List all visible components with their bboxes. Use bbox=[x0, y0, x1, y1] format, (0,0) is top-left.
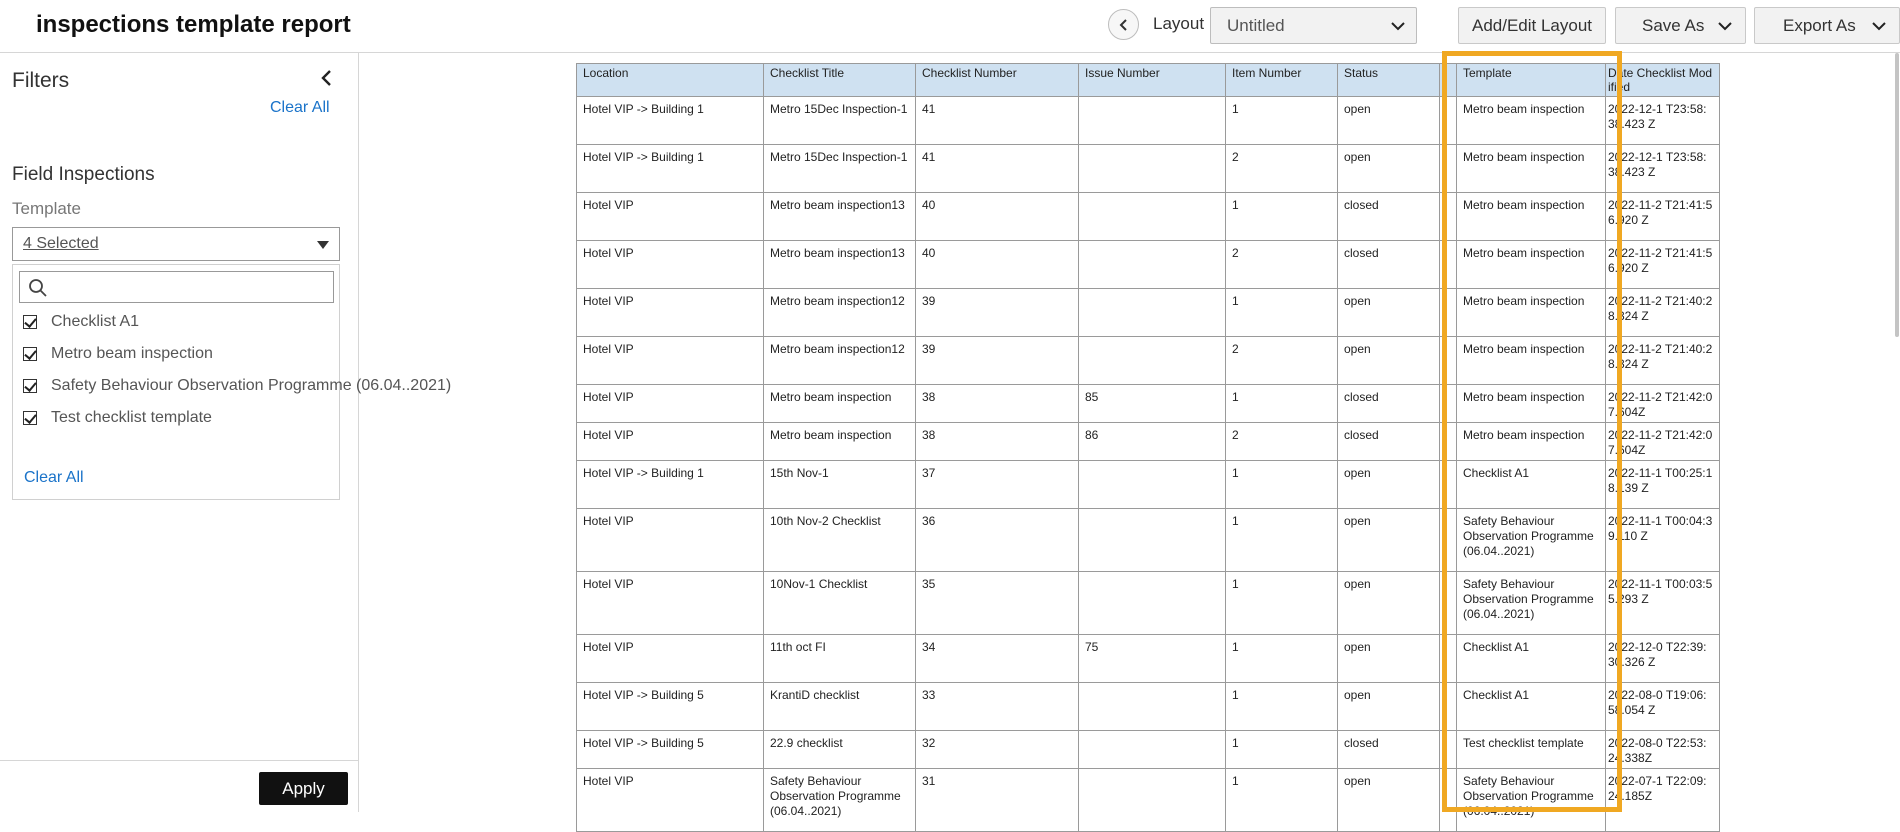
cell-date-modified: 2022-12-0 T22:39:30.326 Z bbox=[1606, 635, 1720, 683]
cell-location: Hotel VIP bbox=[577, 572, 764, 635]
cell-checklist-number: 39 bbox=[916, 289, 1079, 337]
cell-location: Hotel VIP bbox=[577, 193, 764, 241]
cell-issue-number bbox=[1079, 193, 1226, 241]
template-option[interactable] bbox=[23, 374, 452, 398]
cell-status: closed bbox=[1338, 241, 1440, 289]
cell-template: Safety Behaviour Observation Programme (06.04..2021) bbox=[1457, 572, 1606, 635]
cell-issue-number: 75 bbox=[1079, 635, 1226, 683]
cell-status: open bbox=[1338, 289, 1440, 337]
cell-checklist-number: 41 bbox=[916, 97, 1079, 145]
cell-checklist-number: 34 bbox=[916, 635, 1079, 683]
table-body bbox=[577, 97, 1720, 832]
template-option-label: Metro beam inspection bbox=[51, 345, 213, 362]
filters-sidebar bbox=[0, 53, 452, 812]
cell-checklist-title: Metro 15Dec Inspection-1 bbox=[764, 97, 916, 145]
cell-checklist-number: 35 bbox=[916, 572, 1079, 635]
column-header-date-modified[interactable]: Date Checklist Modified bbox=[1606, 64, 1720, 97]
cell-date-modified: 2022-11-2 T21:41:56.920 Z bbox=[1606, 193, 1720, 241]
template-option-label: Checklist A1 bbox=[51, 313, 140, 330]
cell-checklist-number: 33 bbox=[916, 683, 1079, 731]
clear-all-link[interactable]: Clear All bbox=[270, 99, 330, 116]
cell-checklist-title: 10Nov-1 Checklist bbox=[764, 572, 916, 635]
cell-status: closed bbox=[1338, 731, 1440, 769]
cell-status: closed bbox=[1338, 385, 1440, 423]
table-row[interactable] bbox=[577, 461, 1720, 509]
cell-date-modified: 2022-12-1 T23:58:38.423 Z bbox=[1606, 97, 1720, 145]
checkbox-checked-icon[interactable] bbox=[23, 315, 37, 329]
cell-spacer bbox=[1440, 337, 1457, 385]
table-row[interactable] bbox=[577, 145, 1720, 193]
column-header-issue-number[interactable]: Issue Number bbox=[1079, 64, 1226, 97]
page-header bbox=[0, 0, 1900, 53]
report-main bbox=[360, 53, 1900, 818]
table-row[interactable] bbox=[577, 423, 1720, 461]
search-icon bbox=[28, 278, 48, 298]
cell-checklist-number: 32 bbox=[916, 731, 1079, 769]
cell-issue-number bbox=[1079, 337, 1226, 385]
cell-checklist-title: 11th oct FI bbox=[764, 635, 916, 683]
table-header-row bbox=[577, 64, 1720, 97]
cell-location: Hotel VIP -> Building 1 bbox=[577, 145, 764, 193]
cell-checklist-number: 40 bbox=[916, 241, 1079, 289]
template-search-input[interactable] bbox=[54, 276, 324, 298]
column-header-item-number[interactable]: Item Number bbox=[1226, 64, 1338, 97]
cell-checklist-title: Safety Behaviour Observation Programme (06.04..2021) bbox=[764, 769, 916, 832]
report-table bbox=[576, 63, 1720, 832]
table-row[interactable] bbox=[577, 97, 1720, 145]
table-row[interactable] bbox=[577, 337, 1720, 385]
cell-date-modified: 2022-07-1 T22:09:24.185Z bbox=[1606, 769, 1720, 832]
vertical-scrollbar[interactable] bbox=[1895, 53, 1899, 337]
cell-location: Hotel VIP bbox=[577, 769, 764, 832]
column-header-status[interactable]: Status bbox=[1338, 64, 1440, 97]
cell-checklist-title: Metro beam inspection12 bbox=[764, 337, 916, 385]
table-row[interactable] bbox=[577, 731, 1720, 769]
cell-issue-number bbox=[1079, 289, 1226, 337]
cell-item-number: 2 bbox=[1226, 145, 1338, 193]
table-row[interactable] bbox=[577, 289, 1720, 337]
cell-status: open bbox=[1338, 683, 1440, 731]
cell-spacer bbox=[1440, 289, 1457, 337]
chevron-down-icon bbox=[1717, 18, 1733, 34]
chevron-down-icon bbox=[1390, 18, 1406, 34]
table-row[interactable] bbox=[577, 241, 1720, 289]
cell-issue-number bbox=[1079, 145, 1226, 193]
cell-spacer bbox=[1440, 572, 1457, 635]
cell-spacer bbox=[1440, 97, 1457, 145]
template-dropdown-panel bbox=[12, 264, 452, 500]
cell-item-number: 2 bbox=[1226, 337, 1338, 385]
apply-button[interactable]: Apply bbox=[259, 772, 348, 805]
cell-item-number: 1 bbox=[1226, 97, 1338, 145]
filters-title: Filters bbox=[12, 69, 70, 92]
chevron-left-icon bbox=[1117, 18, 1131, 32]
cell-checklist-number: 41 bbox=[916, 145, 1079, 193]
clear-all-options-link[interactable]: Clear All bbox=[24, 469, 84, 486]
cell-spacer bbox=[1440, 461, 1457, 509]
cell-item-number: 1 bbox=[1226, 731, 1338, 769]
cell-item-number: 1 bbox=[1226, 572, 1338, 635]
cell-template: Metro beam inspection bbox=[1457, 193, 1606, 241]
layout-select[interactable] bbox=[1210, 7, 1417, 44]
cell-checklist-number: 40 bbox=[916, 193, 1079, 241]
cell-item-number: 2 bbox=[1226, 241, 1338, 289]
cell-checklist-number: 31 bbox=[916, 769, 1079, 832]
cell-location: Hotel VIP bbox=[577, 289, 764, 337]
table-row[interactable] bbox=[577, 509, 1720, 572]
cell-location: Hotel VIP bbox=[577, 509, 764, 572]
page-title: inspections template report bbox=[36, 11, 351, 38]
template-multiselect[interactable] bbox=[12, 227, 340, 261]
cell-location: Hotel VIP bbox=[577, 337, 764, 385]
chevron-down-icon bbox=[1871, 18, 1887, 34]
cell-date-modified: 2022-11-2 T21:42:07.604Z bbox=[1606, 385, 1720, 423]
cell-date-modified: 2022-08-0 T19:06:58.054 Z bbox=[1606, 683, 1720, 731]
cell-status: open bbox=[1338, 97, 1440, 145]
cell-template: Metro beam inspection bbox=[1457, 289, 1606, 337]
cell-checklist-number: 36 bbox=[916, 509, 1079, 572]
cell-item-number: 1 bbox=[1226, 509, 1338, 572]
cell-checklist-title: Metro beam inspection bbox=[764, 385, 916, 423]
cell-issue-number bbox=[1079, 241, 1226, 289]
checkbox-checked-icon[interactable] bbox=[23, 379, 37, 393]
cell-checklist-title: Metro beam inspection bbox=[764, 423, 916, 461]
cell-template: Checklist A1 bbox=[1457, 635, 1606, 683]
template-option[interactable] bbox=[23, 406, 326, 430]
cell-spacer bbox=[1440, 635, 1457, 683]
cell-spacer bbox=[1440, 423, 1457, 461]
cell-status: open bbox=[1338, 572, 1440, 635]
cell-status: closed bbox=[1338, 193, 1440, 241]
cell-issue-number: 86 bbox=[1079, 423, 1226, 461]
checkbox-checked-icon[interactable] bbox=[23, 411, 37, 425]
cell-spacer bbox=[1440, 683, 1457, 731]
cell-template: Metro beam inspection bbox=[1457, 337, 1606, 385]
template-option[interactable] bbox=[23, 342, 326, 366]
template-search-field[interactable] bbox=[19, 271, 334, 303]
cell-status: open bbox=[1338, 509, 1440, 572]
cell-issue-number bbox=[1079, 461, 1226, 509]
cell-template: Metro beam inspection bbox=[1457, 97, 1606, 145]
cell-date-modified: 2022-12-1 T23:58:38.423 Z bbox=[1606, 145, 1720, 193]
template-option[interactable] bbox=[23, 310, 326, 334]
checkbox-checked-icon[interactable] bbox=[23, 347, 37, 361]
cell-date-modified: 2022-11-2 T21:41:56.920 Z bbox=[1606, 241, 1720, 289]
cell-date-modified: 2022-11-1 T00:03:55.293 Z bbox=[1606, 572, 1720, 635]
cell-template: Safety Behaviour Observation Programme (06.04..2021) bbox=[1457, 509, 1606, 572]
cell-spacer bbox=[1440, 509, 1457, 572]
cell-item-number: 2 bbox=[1226, 423, 1338, 461]
cell-issue-number bbox=[1079, 769, 1226, 832]
cell-item-number: 1 bbox=[1226, 769, 1338, 832]
cell-template: Checklist A1 bbox=[1457, 683, 1606, 731]
cell-date-modified: 2022-11-2 T21:40:28.324 Z bbox=[1606, 337, 1720, 385]
cell-checklist-number: 38 bbox=[916, 385, 1079, 423]
column-header-template[interactable]: Template bbox=[1457, 64, 1606, 97]
cell-location: Hotel VIP bbox=[577, 241, 764, 289]
column-header-location[interactable]: Location bbox=[577, 64, 764, 97]
column-header-spacer[interactable] bbox=[1440, 64, 1457, 97]
cell-checklist-title: 15th Nov-1 bbox=[764, 461, 916, 509]
cell-date-modified: 2022-11-2 T21:42:07.604Z bbox=[1606, 423, 1720, 461]
cell-template: Metro beam inspection bbox=[1457, 145, 1606, 193]
export-as-button[interactable] bbox=[1754, 7, 1900, 44]
cell-template: Safety Behaviour Observation Programme (06.04..2021) bbox=[1457, 769, 1606, 832]
cell-status: closed bbox=[1338, 423, 1440, 461]
cell-item-number: 1 bbox=[1226, 193, 1338, 241]
cell-checklist-title: Metro 15Dec Inspection-1 bbox=[764, 145, 916, 193]
cell-spacer bbox=[1440, 385, 1457, 423]
cell-template: Metro beam inspection bbox=[1457, 241, 1606, 289]
cell-location: Hotel VIP -> Building 5 bbox=[577, 683, 764, 731]
cell-issue-number: 85 bbox=[1079, 385, 1226, 423]
cell-date-modified: 2022-11-1 T00:04:39.110 Z bbox=[1606, 509, 1720, 572]
cell-location: Hotel VIP -> Building 5 bbox=[577, 731, 764, 769]
section-title: Field Inspections bbox=[12, 164, 155, 185]
cell-spacer bbox=[1440, 193, 1457, 241]
cell-issue-number bbox=[1079, 509, 1226, 572]
cell-item-number: 1 bbox=[1226, 683, 1338, 731]
table-row[interactable] bbox=[577, 193, 1720, 241]
cell-template: Metro beam inspection bbox=[1457, 385, 1606, 423]
cell-date-modified: 2022-11-2 T21:40:28.324 Z bbox=[1606, 289, 1720, 337]
selected-summary: 4 Selected bbox=[23, 235, 99, 252]
layout-label: Layout bbox=[1153, 14, 1205, 33]
cell-checklist-title: Metro beam inspection12 bbox=[764, 289, 916, 337]
cell-template: Metro beam inspection bbox=[1457, 423, 1606, 461]
table-row[interactable] bbox=[577, 385, 1720, 423]
cell-issue-number bbox=[1079, 683, 1226, 731]
layout-select-value: Untitled bbox=[1227, 16, 1285, 35]
cell-status: open bbox=[1338, 337, 1440, 385]
collapse-sidebar-icon[interactable] bbox=[318, 69, 336, 87]
cell-checklist-title: Metro beam inspection13 bbox=[764, 193, 916, 241]
column-header-checklist-number[interactable]: Checklist Number bbox=[916, 64, 1079, 97]
template-option-label: Safety Behaviour Observation Programme (06.04..2021) bbox=[51, 377, 452, 394]
cell-item-number: 1 bbox=[1226, 385, 1338, 423]
cell-location: Hotel VIP -> Building 1 bbox=[577, 97, 764, 145]
back-button[interactable] bbox=[1108, 9, 1139, 40]
cell-template: Test checklist template bbox=[1457, 731, 1606, 769]
cell-location: Hotel VIP bbox=[577, 385, 764, 423]
cell-spacer bbox=[1440, 145, 1457, 193]
export-as-label: Export As bbox=[1783, 15, 1856, 35]
table-row[interactable] bbox=[577, 635, 1720, 683]
cell-issue-number bbox=[1079, 97, 1226, 145]
template-label: Template bbox=[12, 199, 81, 218]
cell-checklist-number: 39 bbox=[916, 337, 1079, 385]
cell-status: open bbox=[1338, 635, 1440, 683]
cell-spacer bbox=[1440, 769, 1457, 832]
table-row[interactable] bbox=[577, 769, 1720, 832]
cell-checklist-number: 37 bbox=[916, 461, 1079, 509]
cell-status: open bbox=[1338, 769, 1440, 832]
cell-checklist-title: 22.9 checklist bbox=[764, 731, 916, 769]
cell-checklist-number: 38 bbox=[916, 423, 1079, 461]
template-option-label: Test checklist template bbox=[51, 409, 212, 426]
cell-item-number: 1 bbox=[1226, 635, 1338, 683]
cell-checklist-title: KrantiD checklist bbox=[764, 683, 916, 731]
cell-date-modified: 2022-08-0 T22:53:24.338Z bbox=[1606, 731, 1720, 769]
cell-issue-number bbox=[1079, 572, 1226, 635]
cell-spacer bbox=[1440, 731, 1457, 769]
save-as-button[interactable] bbox=[1615, 7, 1746, 44]
cell-date-modified: 2022-11-1 T00:25:18.139 Z bbox=[1606, 461, 1720, 509]
save-as-label: Save As bbox=[1642, 15, 1705, 35]
cell-spacer bbox=[1440, 241, 1457, 289]
cell-item-number: 1 bbox=[1226, 289, 1338, 337]
cell-location: Hotel VIP -> Building 1 bbox=[577, 461, 764, 509]
add-edit-layout-button[interactable]: Add/Edit Layout bbox=[1458, 7, 1606, 44]
cell-checklist-title: 10th Nov-2 Checklist bbox=[764, 509, 916, 572]
cell-issue-number bbox=[1079, 731, 1226, 769]
table-row[interactable] bbox=[577, 572, 1720, 635]
column-header-checklist-title[interactable]: Checklist Title bbox=[764, 64, 916, 97]
cell-location: Hotel VIP bbox=[577, 423, 764, 461]
cell-status: open bbox=[1338, 145, 1440, 193]
cell-status: open bbox=[1338, 461, 1440, 509]
table-row[interactable] bbox=[577, 683, 1720, 731]
caret-down-icon bbox=[317, 241, 329, 249]
cell-checklist-title: Metro beam inspection13 bbox=[764, 241, 916, 289]
cell-location: Hotel VIP bbox=[577, 635, 764, 683]
cell-template: Checklist A1 bbox=[1457, 461, 1606, 509]
cell-item-number: 1 bbox=[1226, 461, 1338, 509]
